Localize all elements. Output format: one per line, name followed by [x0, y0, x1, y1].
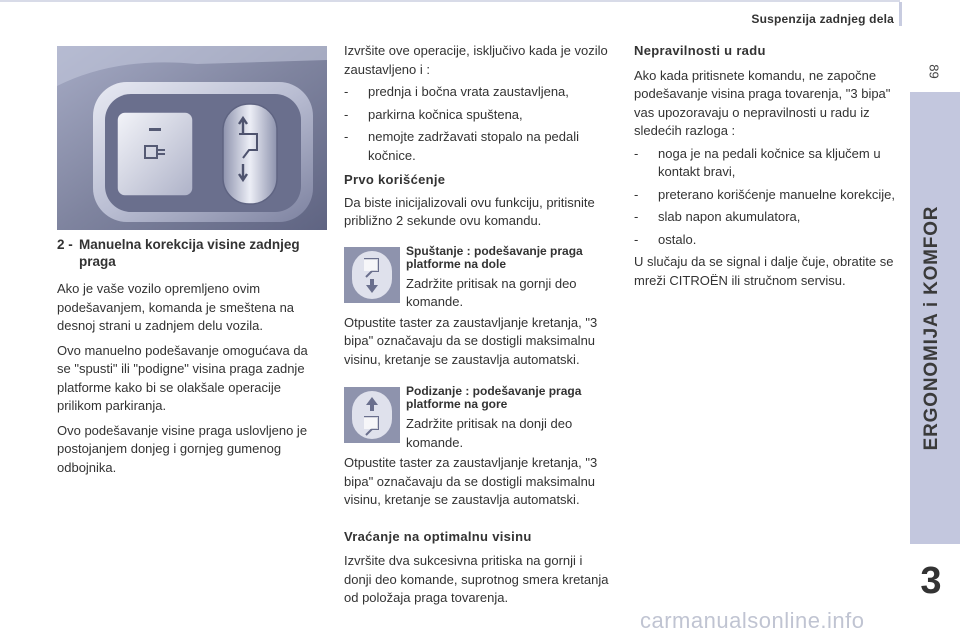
paragraph-raise-release: Otpustite taster za zaustavljanje kretanja, "3 bipa" označavaju da se dostigli maksimalnu visinu, kretanje se zaustavlja automatski. — [344, 455, 598, 507]
lower-title: Spuštanje : podešavanje praga platforme na dole — [406, 243, 583, 271]
heading-optimal-height: Vraćanje na optimalnu visinu — [344, 528, 532, 544]
rear-suspension-controls-photo — [57, 46, 327, 230]
conditions-list — [344, 83, 612, 165]
section-number: 2 - — [57, 237, 73, 252]
chapter-title: ERGONOMIJA i KOMFOR — [921, 205, 942, 451]
paragraph-malfunction-outro: U slučaju da se signal i dalje čuje, obratite se mreži CITROËN ili stručnom servisu. — [634, 254, 894, 288]
section-heading-manual-correction — [57, 236, 322, 270]
lower-platform-icon — [344, 247, 400, 303]
header-divider — [899, 2, 902, 26]
paragraph-location: Ako je vaše vozilo opremljeno ovim podešavanjem, komanda je smeštena na desnoj strani u zadnjem delu vozila. — [57, 281, 295, 333]
list-item: - prednja i bočna vrata zaustavljena, — [344, 84, 569, 99]
list-item: - slab napon akumulatora, — [634, 209, 801, 224]
raise-title: Podizanje : podešavanje praga platforme na gore — [406, 384, 582, 411]
reasons-list — [634, 145, 904, 250]
list-item: - parkirna kočnica spuštena, — [344, 106, 523, 122]
raise-instruction — [344, 385, 612, 452]
paragraph-purpose: Ovo manuelno podešavanje omogućava da se "spusti" ili "podigne" visina praga zadnje platforme kako bi se olakšale operacije prilikom parkiranja. — [57, 342, 308, 413]
list-item: - noga je na pedali kočnice sa ključem u kontakt bravi, — [634, 145, 881, 179]
column-left — [57, 234, 322, 477]
paragraph-condition: Ovo podešavanje visine praga uslovljeno je postojanjem donjeg i gornjeg gumenog odbojnika. — [57, 422, 308, 475]
section-title: Manuelna korekcija visine zadnjeg praga — [79, 237, 300, 269]
heading-first-use: Prvo korišćenje — [344, 172, 446, 187]
list-item: - nemojte zadržavati stopalo na pedali kočnice. — [344, 129, 580, 163]
column-right — [634, 42, 904, 290]
raise-platform-icon — [344, 387, 400, 443]
heading-malfunctions: Nepravilnosti u radu — [634, 43, 766, 58]
page-number: 89 — [926, 64, 942, 79]
page-header-title: Suspenzija zadnjeg dela — [751, 12, 894, 26]
lower-instruction — [344, 245, 612, 312]
lower-description: Zadržite pritisak na gornji deo komande. — [406, 275, 577, 309]
raise-description: Zadržite pritisak na donji deo komande. — [406, 416, 573, 450]
list-item: - ostalo. — [634, 231, 697, 247]
paragraph-first-use: Da biste inicijalizovali ovu funkciju, pritisnite približno 2 sekunde ovu komandu. — [344, 194, 595, 228]
paragraph-lower-release: Otpustite taster za zaustavljanje kretanja, "3 bipa" označavaju da se dostigli maksimalnu visinu, kretanje se zaustavlja automatski. — [344, 314, 598, 367]
list-item: - preterano korišćenje manuelne korekcije, — [634, 186, 896, 202]
chapter-number: 3 — [920, 560, 942, 602]
watermark: carmanualsonline.info — [640, 608, 865, 633]
column-middle — [344, 42, 612, 608]
paragraph-malfunction-intro: Ako kada pritisnete komandu, ne započne podešavanje visina praga tovarenja, "3 bipa" vas upozoravaju o nepravilnosti u radu iz sledećih razloga : — [634, 67, 891, 138]
paragraph-intro: Izvršite ove operacije, isključivo kada je vozilo zaustavljeno i : — [344, 43, 608, 77]
header-top-line — [0, 0, 900, 2]
paragraph-optimal-height: Izvršite dva sukcesivna pritiska na gornji i donji deo komande, suprotnog smera kretanja od položaja praga tovarenja. — [344, 553, 609, 605]
